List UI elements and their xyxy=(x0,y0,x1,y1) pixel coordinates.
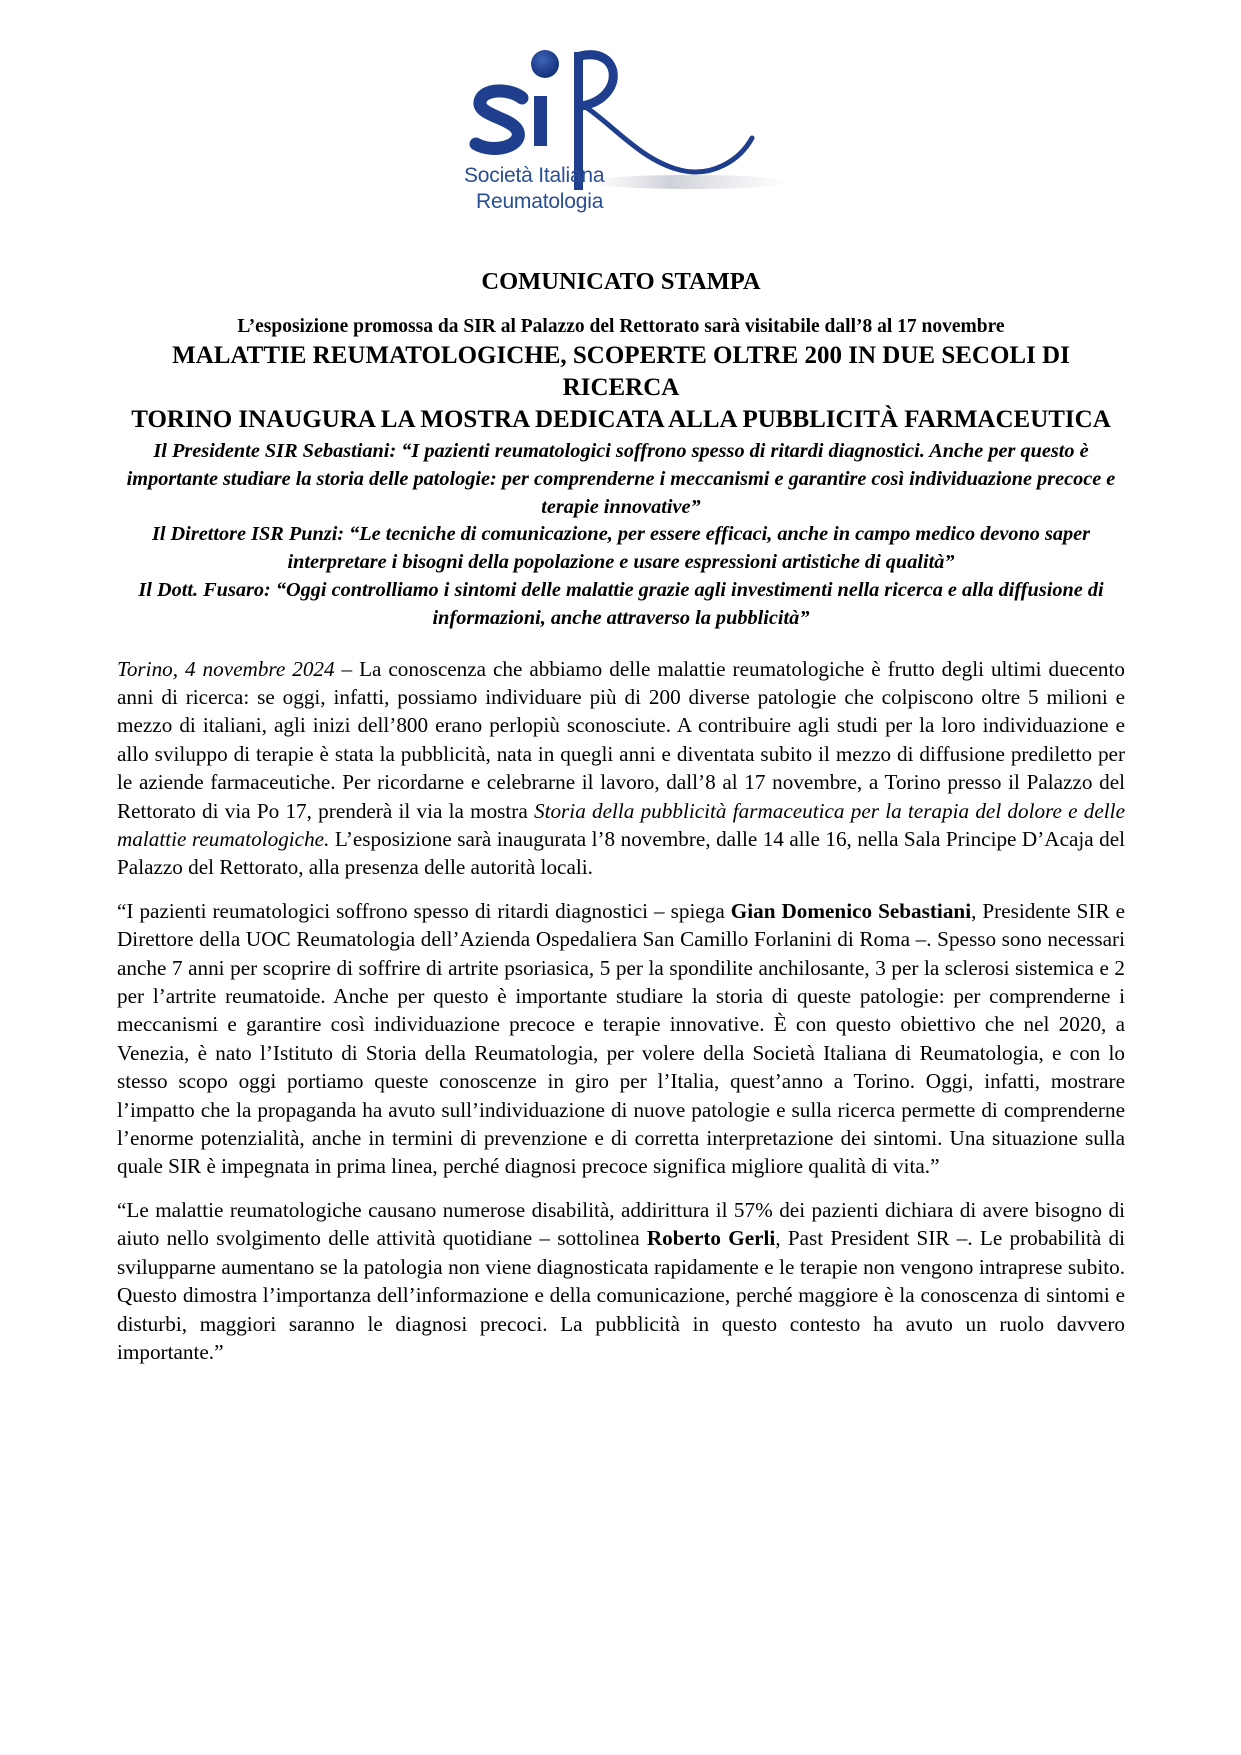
speaker-name-gerli: Roberto Gerli xyxy=(646,1226,776,1251)
quote-sebastiani: Il Presidente SIR Sebastiani: “I pazienti reumatologici soffrono spesso di ritardi diagnostici. Anche per questo è importante studiare la storia delle patologie: per comprenderne i meccanismi e garantire così individuazione precoce e terapie innovative” xyxy=(126,440,1116,518)
body-paragraph-3 xyxy=(117,1196,1125,1366)
dateline: Torino, 4 novembre 2024 xyxy=(117,656,335,681)
paragraph-1-text-b: L’esposizione sarà inaugurata l’8 novembre, dalle 14 alle 16, nella Sala Principe D’Acaja del Palazzo del Rettorato, alla presenza delle autorità locali. xyxy=(117,827,1125,880)
paragraph-3-text-a: “Le malattie reumatologiche causano numerose disabilità, addirittura il 57% dei pazienti dichiara di avere bisogno di aiuto nello svolgimento delle attività quotidiane – sottolinea xyxy=(117,1197,1125,1251)
body-paragraph-1 xyxy=(117,655,1125,882)
quote-punzi: Il Direttore ISR Punzi: “Le tecniche di comunicazione, per essere efficaci, anche in campo medico devono saper interpretare i bisogni della popolazione e usare espressioni artistiche di qualità” xyxy=(151,523,1091,574)
paragraph-3-text-b: , Past President SIR –. Le probabilità di svilupparne aumentano se la patologia non viene diagnosticata rapidamente e le terapie non vengono intraprese subito. Questo dimostra l’importanza dell’informazione e della comunicazione, perché maggiore è la conoscenza di sintomi e disturbi, maggiori saranno le diagnosi precoci. La pubblicità in questo contesto ha avuto un ruolo davvero importante.” xyxy=(117,1226,1125,1364)
paragraph-2-text-b: , Presidente SIR e Direttore della UOC Reumatologia dell’Azienda Ospedaliera San Camillo Forlanini di Roma –. Spesso sono necessari anche 7 anni per scoprire di soffrire di artrite psoriasica, 5 per la spondilite anchilosante, 3 per la sclerosi sistemica e 2 per l’artrite reumatoide. Anche per questo è importante studiare la storia di queste patologie: per comprenderne i meccanismi e garantire così individuazione precoce e terapie innovative. È con questo obiettivo che nel 2020, a Venezia, è nato l’Istituto di Storia della Reumatologia, per volere della Società Italiana di Reumatologia, e con lo stesso scopo oggi portiamo queste conoscenze in giro per l’Italia, quest’anno a Torino. Oggi, infatti, mostrare l’impatto che la propaganda ha avuto sull’individuazione di nuove patologie e sulla ricerca permette di comprenderne l’enorme potenzialità, anche in termini di prevenzione e di corretta interpretazione dei sintomi. Una situazione sulla quale SIR è impegnata in prima linea, perché diagnosi precoce significa migliore qualità di vita.” xyxy=(117,898,1125,1179)
logo-text-line1: Società Italiana xyxy=(464,164,605,187)
speaker-name-sebastiani: Gian Domenico Sebastiani xyxy=(730,898,972,923)
summary-quotes xyxy=(117,438,1125,633)
exhibit-title: Storia della pubblicità farmaceutica per la terapia del dolore e delle malattie reumatologiche. xyxy=(117,798,1125,852)
headline-1: MALATTIE REUMATOLOGICHE, SCOPERTE OLTRE 200 IN DUE SECOLI DI RICERCA xyxy=(172,342,1070,401)
document-kicker: COMUNICATO STAMPA xyxy=(481,268,761,295)
paragraph-1-text-a: – La conoscenza che abbiamo delle malattie reumatologiche è frutto degli ultimi duecento anni di ricerca: se oggi, infatti, possiamo individuare più di 200 diverse patologie che colpiscono oltre 5 milioni e mezzo di italiani, agli inizi dell’800 erano perlopiù sconosciute. A contribuire agli studi per la loro individuazione e allo sviluppo di terapie è stata la pubblicità, nata in quegli anni e diventata subito il mezzo di diffusione prediletto per le aziende farmaceutiche. Per ricordarne e celebrarne il lavoro, dall’8 al 17 novembre, a Torino presso il Palazzo del Rettorato di via Po 17, prenderà il via la mostra xyxy=(117,656,1125,823)
document-subline: L’esposizione promossa da SIR al Palazzo del Rettorato sarà visitabile dall’8 al 17 novembre xyxy=(237,316,1005,337)
headline-2: TORINO INAUGURA LA MOSTRA DEDICATA ALLA PUBBLICITÀ FARMACEUTICA xyxy=(131,406,1111,433)
main-content xyxy=(117,268,1125,1366)
sir-logo xyxy=(450,40,810,230)
logo-text-line2: Reumatologia xyxy=(476,190,604,213)
quote-fusaro: Il Dott. Fusaro: “Oggi controlliamo i sintomi delle malattie grazie agli investimenti nella ricerca e alla diffusione di informazioni, anche attraverso la pubblicità” xyxy=(138,578,1104,629)
body-paragraph-2 xyxy=(117,897,1125,1181)
paragraph-2-text-a: “I pazienti reumatologici soffrono spesso di ritardi diagnostici – spiega xyxy=(117,898,731,923)
